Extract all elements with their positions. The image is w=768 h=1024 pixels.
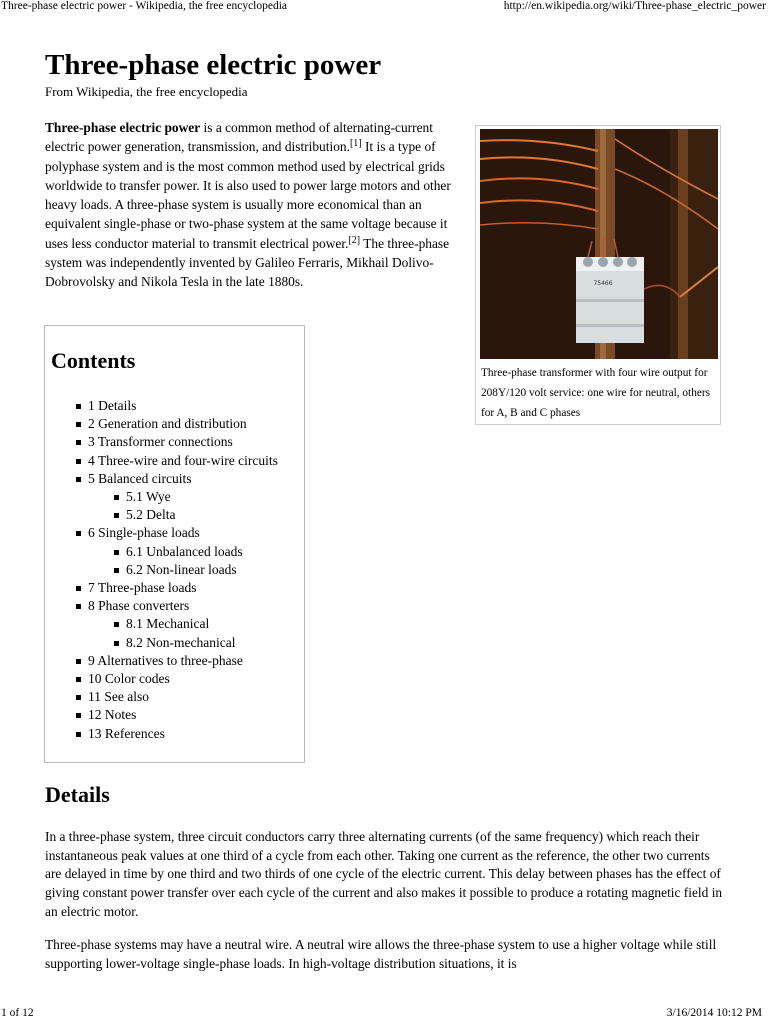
toc-item-three-phase-loads[interactable]: 7 Three-phase loads — [45, 579, 278, 597]
toc-item-delta[interactable]: 5.2 Delta — [45, 506, 278, 524]
site-tagline: From Wikipedia, the free encyclopedia — [45, 84, 248, 99]
intro-text-2: It is a type of polyphase system and is the most common method used by electrical grids worldwide to transfer power. It is also used to power large motors and other heavy loads. A three-phase system is usually more economical than an equivalent single-phase or two-phase system at the same voltage because it uses less conductor material to transmit electrical power. — [45, 139, 451, 251]
toc-item-non-linear-loads[interactable]: 6.2 Non-linear loads — [45, 561, 278, 579]
toc-item-references[interactable]: 13 References — [45, 725, 278, 743]
intro-paragraph — [45, 118, 457, 292]
transformer-photo[interactable] — [480, 129, 718, 359]
toc-item-generation-distribution[interactable]: 2 Generation and distribution — [45, 415, 278, 433]
details-paragraph-2: Three-phase systems may have a neutral wire. A neutral wire allows the three-phase system to use a higher voltage while still supporting lower-voltage single-phase loads. In high-voltage distribution situations, it is — [45, 937, 717, 971]
toc-item-single-phase-loads[interactable]: 6 Single-phase loads — [45, 524, 278, 542]
table-of-contents — [44, 325, 305, 763]
toc-item-unbalanced-loads[interactable]: 6.1 Unbalanced loads — [45, 543, 278, 561]
transformer-label: 75466 — [593, 280, 613, 287]
print-footer-timestamp: 3/16/2014 10:12 PM — [666, 1007, 762, 1019]
thumbnail-figure — [475, 125, 721, 425]
toc-item-wye[interactable]: 5.1 Wye — [45, 488, 278, 506]
toc-item-mechanical[interactable]: 8.1 Mechanical — [45, 615, 278, 633]
toc-title: Contents — [51, 348, 136, 373]
toc-item-transformer-connections[interactable]: 3 Transformer connections — [45, 433, 278, 451]
print-footer-page-count: 1 of 12 — [1, 1007, 34, 1019]
print-header-url: http://en.wikipedia.org/wiki/Three-phase_electric_power — [503, 0, 766, 12]
toc-item-notes[interactable]: 12 Notes — [45, 706, 278, 724]
toc-list — [45, 397, 278, 743]
toc-item-details[interactable]: 1 Details — [45, 397, 278, 415]
toc-item-balanced-circuits[interactable]: 5 Balanced circuits — [45, 470, 278, 488]
toc-item-three-four-wire-circuits[interactable]: 4 Three-wire and four-wire circuits — [45, 452, 278, 470]
intro-lead-bold: Three-phase electric power — [45, 120, 201, 135]
toc-item-phase-converters[interactable]: 8 Phase converters — [45, 597, 278, 615]
intro-text-3: The three-phase system was independently invented by Galileo Ferraris, Mikhail Dolivo-Dobrovolsky and Nikola Tesla in the late 1880s. — [45, 235, 450, 290]
thumbnail-caption: Three-phase transformer with four wire output for 208Y/120 volt service: one wire for neutral, others for A, B and C phases — [481, 367, 711, 419]
toc-item-alternatives[interactable]: 9 Alternatives to three-phase — [45, 652, 278, 670]
toc-item-see-also[interactable]: 11 See also — [45, 688, 278, 706]
page-title: Three-phase electric power — [45, 49, 382, 81]
toc-item-color-codes[interactable]: 10 Color codes — [45, 670, 278, 688]
intro-text-1: is a common method of alternating-current electric power generation, transmission, and distribution. — [45, 120, 433, 155]
details-paragraph-1: In a three-phase system, three circuit conductors carry three alternating currents (of the same frequency) which reach their instantaneous peak values at one third of a cycle from each other. Taking one current as the reference, the other two currents are delayed in time by one third and two thirds of one cycle of the electric current. This delay between phases has the effect of giving constant power transfer over each cycle of the current and also makes it possible to produce a rotating magnetic field in an electric motor. — [45, 829, 723, 919]
reference-link-1[interactable]: [1] — [349, 138, 362, 150]
print-header-title: Three-phase electric power - Wikipedia, the free encyclopedia — [1, 0, 288, 12]
reference-link-2[interactable]: [2] — [348, 234, 361, 246]
toc-item-non-mechanical[interactable]: 8.2 Non-mechanical — [45, 634, 278, 652]
section-heading-details: Details — [45, 782, 110, 807]
